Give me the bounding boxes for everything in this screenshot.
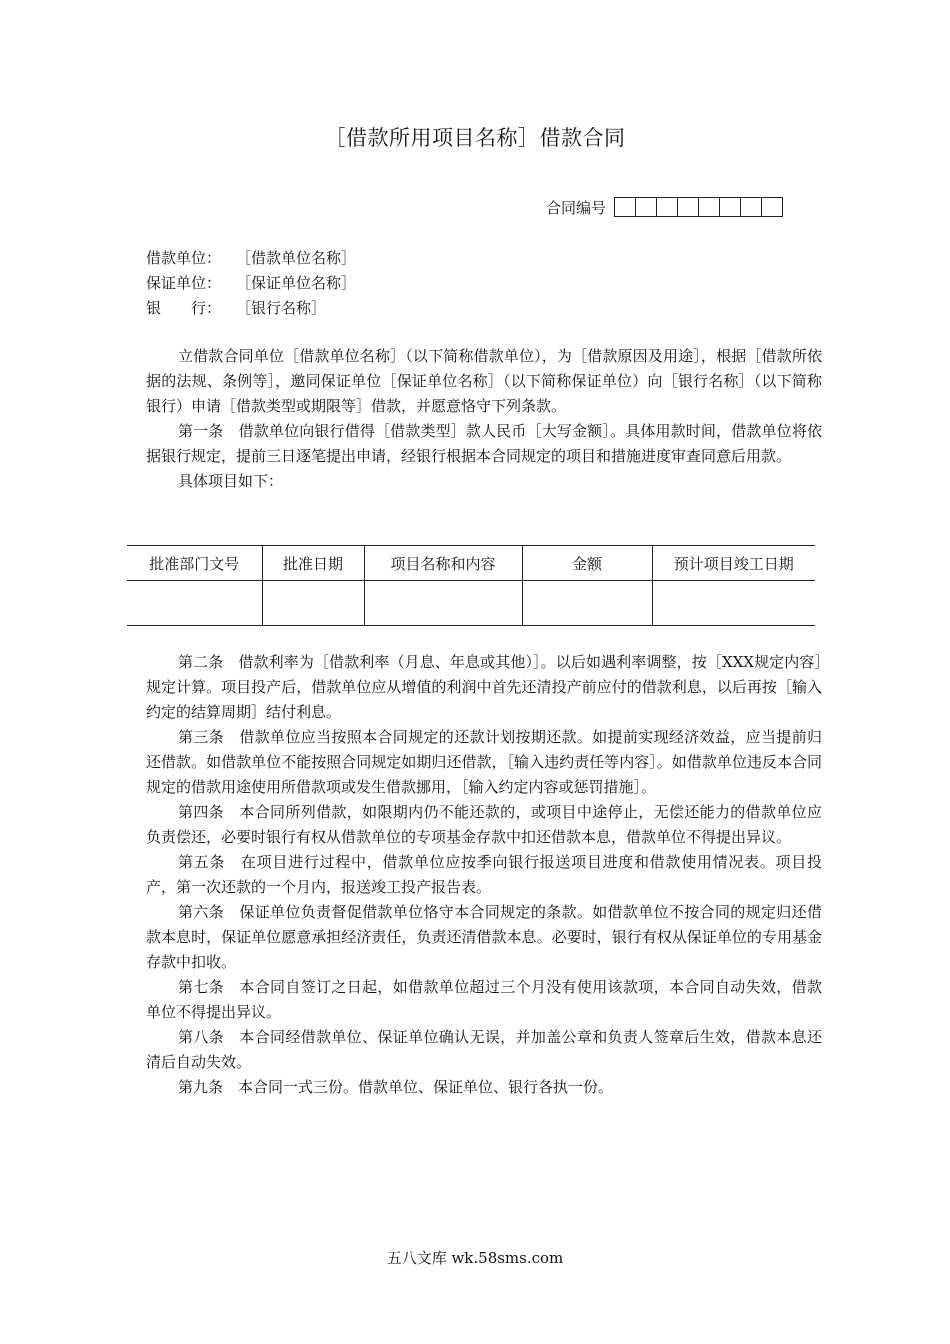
table-cell [364,581,522,626]
contract-number-digit-box [699,198,720,216]
contract-number-digit-box [741,198,762,216]
party-row-bank [146,296,356,321]
party-row-guarantor [146,271,356,296]
paragraph: 第二条 借款利率为［借款利率（月息、年息或其他）］。以后如遇利率调整，按［XXX规定内容］规定计算。项目投产后，借款单位应从增值的利润中首先还清投产前应付的借款利息，以后再按［输入约定的结算周期］结付利息。 [146,653,822,721]
contract-number-digit-box [615,198,636,216]
paragraph: 第四条 本合同所列借款，如限期内仍不能还款的，或项目中途停止，无偿还能力的借款单位应负责偿还，必要时银行有权从借款单位的专项基金存款中扣还借款本息，借款单位不得提出异议。 [146,803,822,846]
project-table [127,545,815,626]
section-two [146,650,822,1100]
paragraph: 第五条 在项目进行过程中，借款单位应按季向银行报送项目进度和借款使用情况表。项目投产，第一次还款的一个月内，报送竣工投产报告表。 [146,853,822,896]
paragraph: 第六条 保证单位负责督促借款单位恪守本合同规定的条款。如借款单位不按合同的规定归还借款本息时，保证单位愿意承担经济责任，负责还清借款本息。必要时，银行有权从保证单位的专用基金存款中扣收。 [146,903,822,971]
contract-number-digit-box [678,198,699,216]
contract-number-label: 合同编号 [546,198,607,217]
footer-watermark: 五八文库 wk.58sms.com [386,1249,564,1267]
contract-number-digit-box [720,198,741,216]
contract-number [546,196,783,218]
paragraph: 第三条 借款单位应当按照本合同规定的还款计划按期还款。如提前实现经济效益，应当提前归还借款。如借款单位不能按照合同规定如期归还借款，［输入违约责任等内容］。如借款单位违反本合同规定的借款用途使用所借款项或发生借款挪用，［输入约定内容或惩罚措施］。 [146,728,822,796]
contract-number-digit-box [762,198,783,216]
table-cell [262,581,364,626]
paragraph: 第八条 本合同经借款单位、保证单位确认无误，并加盖公章和负责人签章后生效，借款本息还清后自动失效。 [146,1028,822,1071]
paragraph: 具体项目如下： [178,472,284,490]
table-row [127,581,815,626]
party-value: ［银行名称］ [236,299,327,317]
paragraph: 第九条 本合同一式三份。借款单位、保证单位、银行各执一份。 [178,1078,614,1096]
table-cell [522,581,652,626]
paragraph: 立借款合同单位［借款单位名称］（以下简称借款单位），为［借款原因及用途］，根据［借款所依据的法规、条例等］，邀同保证单位［保证单位名称］（以下简称保证单位）向［银行名称］（以下简称银行）申请［借款类型或期限等］借款，并愿意恪守下列条款。 [146,347,822,415]
table-header-cell: 金额 [522,546,652,581]
parties-block [146,246,356,321]
contract-number-digit-box [636,198,657,216]
party-value: ［借款单位名称］ [236,249,357,267]
table-header-cell: 批准日期 [262,546,364,581]
party-label: 保证单位： [146,274,222,292]
party-row-borrower [146,246,356,271]
party-label: 银 行： [146,299,222,317]
paragraph: 第七条 本合同自签订之日起，如借款单位超过三个月没有使用该款项，本合同自动失效，借款单位不得提出异议。 [146,978,822,1021]
document-title: ［借款所用项目名称］借款合同 [324,126,626,150]
section-one [146,344,822,494]
table-header-cell: 项目名称和内容 [364,546,522,581]
table-cell [127,581,262,626]
contract-number-boxes [614,197,783,217]
party-label: 借款单位： [146,249,222,267]
table-header-cell: 批准部门文号 [127,546,262,581]
table-cell [652,581,815,626]
paragraph: 第一条 借款单位向银行借得［借款类型］款人民币［大写金额］。具体用款时间，借款单位将依据银行规定，提前三日逐笔提出申请，经银行根据本合同规定的项目和措施进度审查同意后用款。 [146,422,822,465]
table-header-cell: 预计项目竣工日期 [652,546,815,581]
contract-number-digit-box [657,198,678,216]
table-header-row [127,546,815,581]
party-value: ［保证单位名称］ [236,274,357,292]
